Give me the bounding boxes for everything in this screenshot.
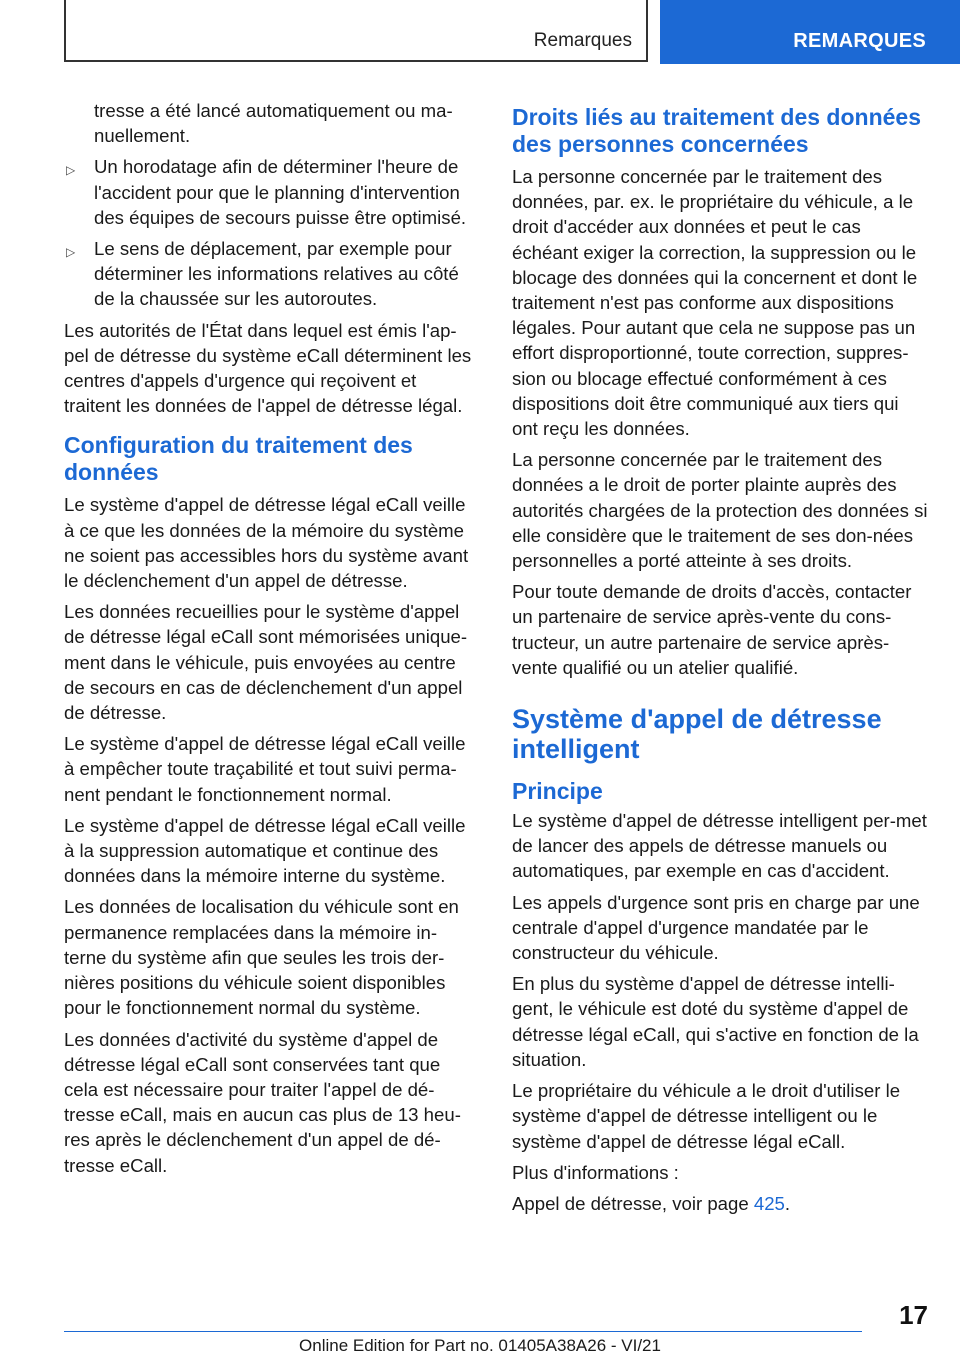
left-column [64, 98, 478, 1184]
list-item [64, 236, 478, 312]
paragraph: Pour toute demande de droits d'accès, contacter un partenaire de service après-vente du cons-tructeur, un autre partenaire de service après-vente qualifié ou un atelier qualifié. [512, 581, 912, 678]
paragraph: Les autorités de l'État dans lequel est émis l'ap-pel de détresse du système eCall déterminent les centres d'appels d'urgence qui reçoivent et traitent les données de l'appel de détresse légal. [64, 319, 472, 417]
paragraph: Le système d'appel de détresse légal eCall veille à empêcher toute traçabilité et tout suivi perma-nent pendant le fonctionnement normal. [64, 733, 466, 805]
heading-systeme-intelligent: Système d'appel de détresse intelligent [512, 704, 882, 765]
page-link[interactable]: 425 [753, 1192, 785, 1214]
header-chapter-tab[interactable]: REMARQUES [660, 0, 960, 64]
reference-end: . [784, 1192, 791, 1214]
paragraph: Le système d'appel de détresse légal eCall veille à la suppression automatique et continue des données dans la mémoire interne du système. [64, 814, 466, 887]
paragraph: En plus du système d'appel de détresse intelli-gent, le véhicule est doté du système d'appel de détresse légal eCall, qui s'active en fonction de la situation. [512, 973, 919, 1070]
paragraph: Les données de localisation du véhicule sont en permanence remplacées dans la mémoire in-terne du système afin que seules les trois der-nières positions du véhicule soient disponibles pour le fonctionnement normal du système. [64, 896, 459, 1019]
triangle-bullet-icon: ▷ [66, 245, 76, 260]
paragraph: Les appels d'urgence sont pris en charge par une centrale d'appel d'urgence mandatée par le constructeur du véhicule. [512, 891, 920, 964]
paragraph: Les données recueillies pour le système d'appel de détresse légal eCall sont mémorisées unique-ment dans le véhicule, puis envoyées au centre de secours en cas de déclenchement d'un appel de détresse. [64, 601, 468, 724]
paragraph: Les données d'activité du système d'appel de détresse légal eCall sont conservées tant que cela est nécessaire pour traiter l'appel de dé-tresse eCall, mais en aucun cas plus de 13 heu-res après le déclenchement d'un appel de dé-tresse eCall. [64, 1028, 461, 1176]
page-number: 17 [899, 1300, 928, 1330]
reference-line [512, 1191, 928, 1216]
paragraph: Le système d'appel de détresse légal eCall veille à ce que les données de la mémoire du système ne soient pas accessibles hors du système avant le déclenchement d'un appel de détresse. [64, 494, 469, 592]
paragraph: Plus d'informations : [512, 1161, 679, 1183]
paragraph: La personne concernée par le traitement des données a le droit de porter plainte auprès des autorités chargées de la protection des données si elle considère que le traitement de ses don-nées personnelles a porté atteinte à ses droits. [512, 449, 928, 572]
heading-configuration: Configuration du traitement des données [64, 432, 413, 486]
reference-text: Appel de détresse, voir page [512, 1192, 754, 1214]
footer-edition: Online Edition for Part no. 01405A38A26 - VI/21 [299, 1336, 661, 1355]
paragraph: La personne concernée par le traitement des données, par. ex. le propriétaire du véhicule, a le droit d'accéder aux données et peut le cas échéant exiger la correction, la suppression ou le blocage des données qui la concernent et dont le traitement n'est pas conforme aux dispositions légales. Pour autant que cela ne suppose pas un effort disproportionné, toute correction, suppres-sion ou blocage effectué conformément à ces dispositions doit être communiqué aux tiers qui ont reçu les données. [512, 166, 918, 440]
heading-principe: Principe [512, 778, 603, 805]
page-header [0, 0, 960, 66]
triangle-bullet-icon: ▷ [66, 163, 76, 178]
list-item [64, 154, 478, 230]
list-item-text: Un horodatage afin de déterminer l'heure de l'accident pour que le planning d'intervention des équipes de secours puisse être optimisé. [94, 156, 467, 228]
paragraph: Le système d'appel de détresse intelligent per-met de lancer des appels de détresse manuels ou automatiques, par exemple en cas d'accident. [512, 810, 927, 882]
header-section-title: Remarques [533, 30, 632, 51]
header-section-box [64, 0, 648, 62]
heading-droits: Droits liés au traitement des données des personnes concernées [512, 104, 922, 157]
right-column [512, 98, 928, 1222]
list-item-text: Le sens de déplacement, par exemple pour déterminer les informations relatives au côté de la chaussée sur les autoroutes. [94, 238, 459, 310]
continued-text: tresse a été lancé automatiquement ou ma-nuellement. [94, 100, 453, 147]
footer-divider [64, 1331, 862, 1332]
paragraph: Le propriétaire du véhicule a le droit d'utiliser le système d'appel de détresse intelligent ou le système d'appel de détresse légal eCall. [512, 1080, 901, 1152]
